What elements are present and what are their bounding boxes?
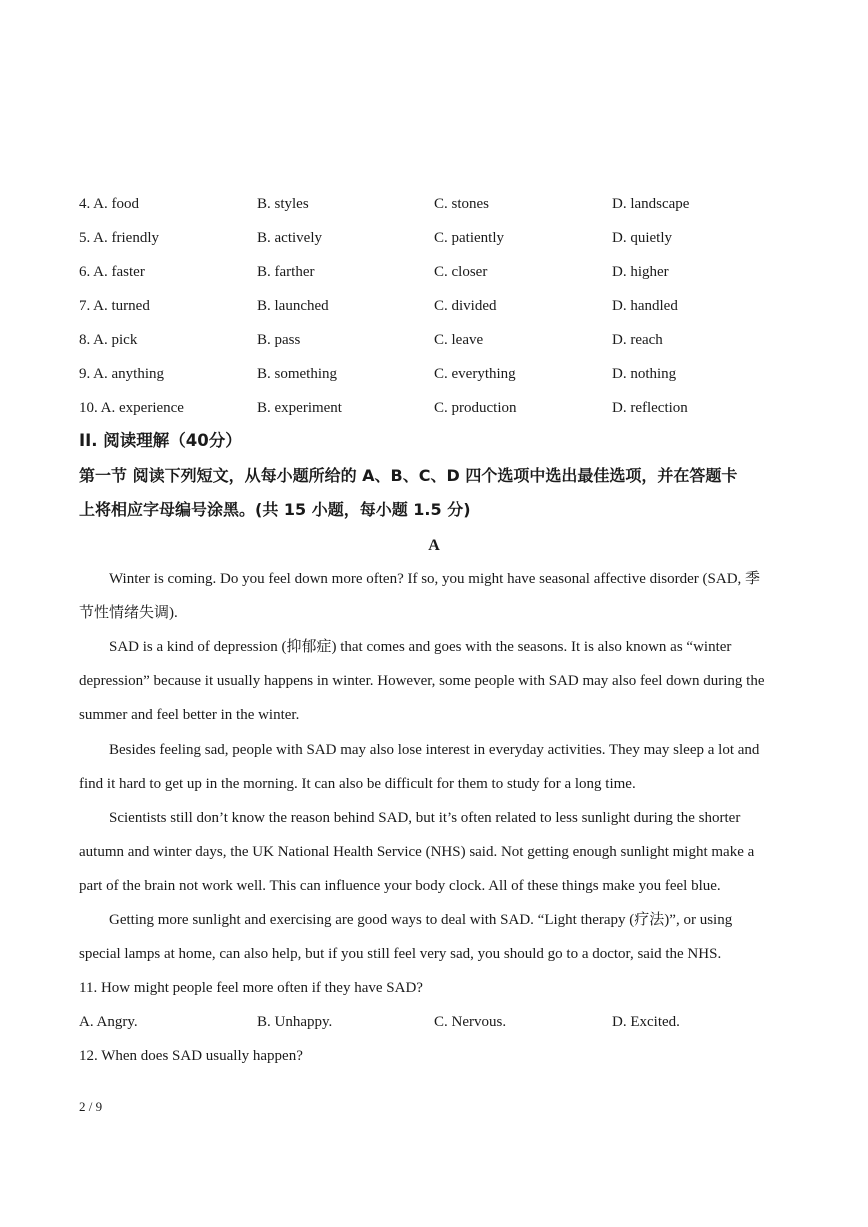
option-b: B. farther [257, 264, 315, 280]
option-a: 4. A. food [79, 196, 139, 212]
option-row-q4 [79, 193, 799, 215]
question-12-stem: 12. When does SAD usually happen? [79, 1048, 303, 1064]
option-b: B. launched [257, 298, 329, 314]
option-row-q6 [79, 261, 799, 283]
section-instruction-line2: 上将相应字母编号涂黑。(共 15 小题，每小题 1.5 分) [79, 500, 471, 519]
option-d: D. reach [612, 332, 663, 348]
option-b: B. something [257, 366, 338, 382]
question-11-stem: 11. How might people feel more often if they have SAD? [79, 980, 423, 996]
option-a: A. Angry. [79, 1014, 138, 1030]
passage-line: special lamps at home, can also help, but if you still feel very sad, you should go to a doctor, said the NHS. [79, 946, 722, 962]
option-row-q5 [79, 227, 799, 249]
option-a: 6. A. faster [79, 264, 145, 280]
option-b: B. actively [257, 230, 322, 246]
passage-line: 节性情绪失调). [79, 605, 178, 621]
option-row-q7 [79, 295, 799, 317]
option-c: C. closer [434, 264, 488, 280]
option-b: B. experiment [257, 400, 342, 416]
passage-line: Besides feeling sad, people with SAD may also lose interest in everyday activities. They may sleep a lot and [109, 742, 760, 758]
question-11-options [79, 1011, 799, 1033]
passage-line: Winter is coming. Do you feel down more often? If so, you might have seasonal affective disorder (SAD, 季 [109, 571, 761, 587]
option-a: 7. A. turned [79, 298, 150, 314]
section-title: II. 阅读理解（40分） [79, 431, 242, 450]
passage-line: depression” because it usually happens in winter. However, some people with SAD may also feel down during the [79, 673, 765, 689]
passage-line: find it hard to get up in the morning. It can also be difficult for them to study for a long time. [79, 776, 636, 792]
option-b: B. styles [257, 196, 309, 212]
option-row-q10 [79, 397, 799, 419]
passage-line: part of the brain not work well. This can influence your body clock. All of these things make you feel blue. [79, 878, 721, 894]
option-row-q8 [79, 329, 799, 351]
option-c: C. patiently [434, 230, 504, 246]
option-d: D. landscape [612, 196, 690, 212]
option-row-q9 [79, 363, 799, 385]
passage-line: SAD is a kind of depression (抑郁症) that comes and goes with the seasons. It is also known as “winter [109, 639, 732, 655]
option-c: C. everything [434, 366, 516, 382]
option-b: B. Unhappy. [257, 1014, 333, 1030]
option-c: C. stones [434, 196, 490, 212]
option-a: 10. A. experience [79, 400, 184, 416]
passage-line: summer and feel better in the winter. [79, 707, 300, 723]
option-b: B. pass [257, 332, 301, 348]
passage-line: autumn and winter days, the UK National Health Service (NHS) said. Not getting enough sunlight might make a [79, 844, 755, 860]
option-d: D. Excited. [612, 1014, 680, 1030]
option-c: C. leave [434, 332, 484, 348]
option-d: D. nothing [612, 366, 677, 382]
option-c: C. divided [434, 298, 497, 314]
option-d: D. handled [612, 298, 678, 314]
option-a: 8. A. pick [79, 332, 138, 348]
option-d: D. quietly [612, 230, 672, 246]
section-instruction-line1: 第一节 阅读下列短文，从每小题所给的 A、B、C、D 四个选项中选出最佳选项，并在答题卡 [79, 466, 738, 485]
page-number: 2 / 9 [79, 1099, 103, 1114]
passage-title: A [428, 537, 440, 554]
passage-line: Scientists still don’t know the reason behind SAD, but it’s often related to less sunlight during the shorter [109, 810, 741, 826]
passage-line: Getting more sunlight and exercising are good ways to deal with SAD. “Light therapy (疗法)”, or using [109, 912, 733, 928]
option-d: D. higher [612, 264, 669, 280]
option-a: 9. A. anything [79, 366, 164, 382]
option-d: D. reflection [612, 400, 688, 416]
option-c: C. Nervous. [434, 1014, 507, 1030]
option-a: 5. A. friendly [79, 230, 159, 246]
option-c: C. production [434, 400, 517, 416]
